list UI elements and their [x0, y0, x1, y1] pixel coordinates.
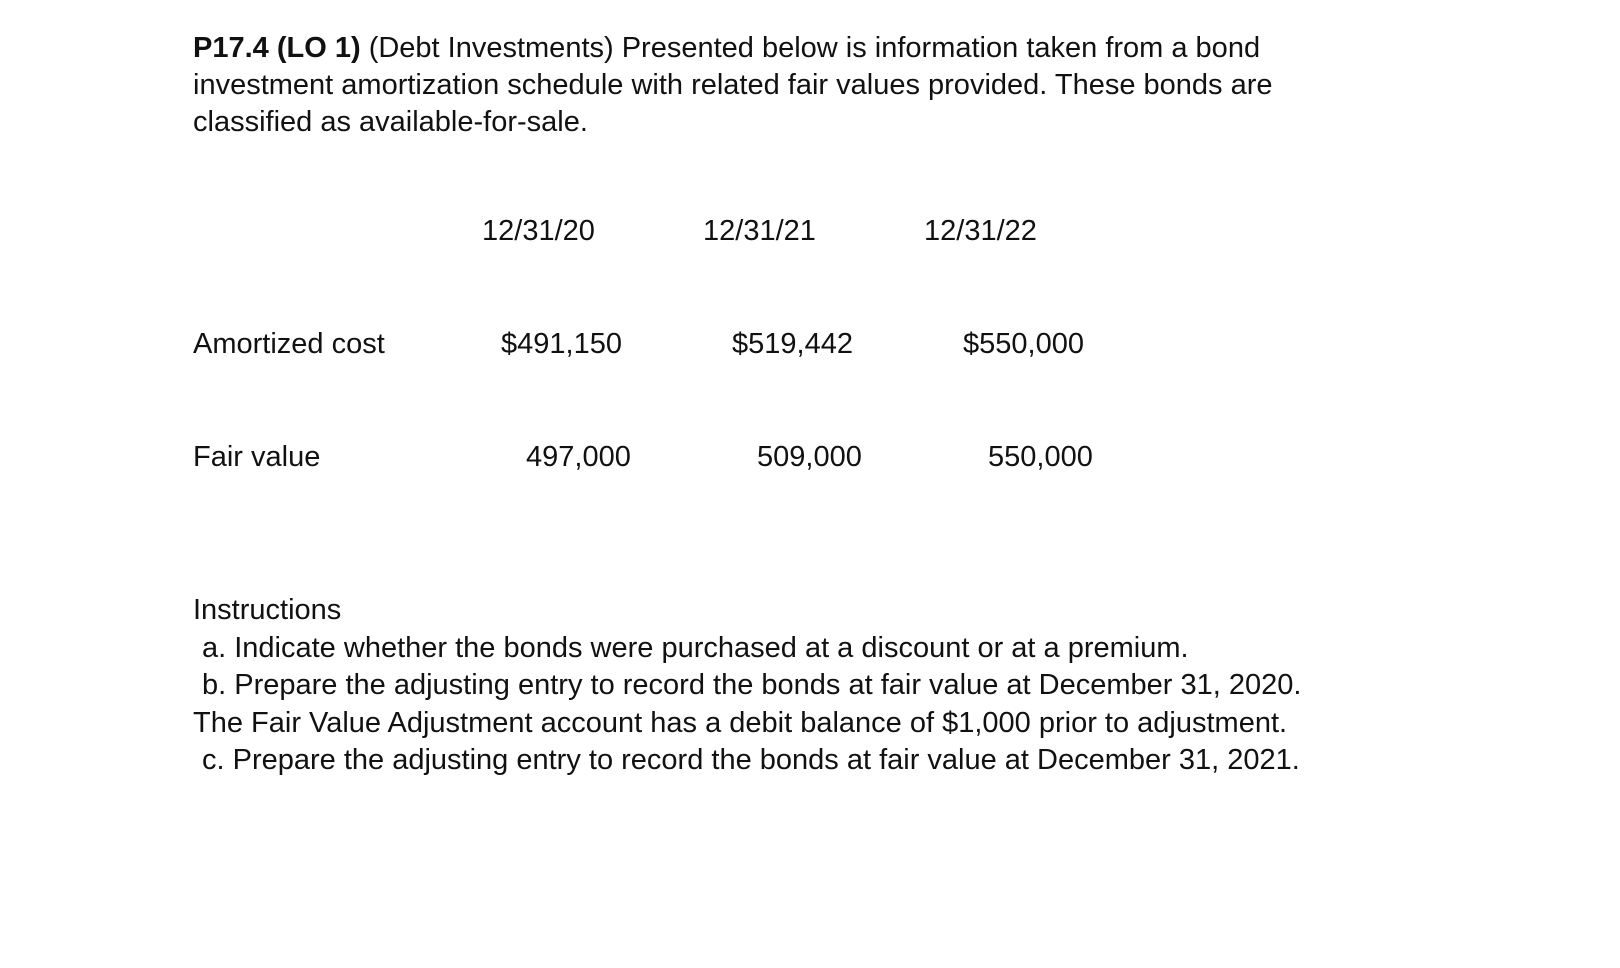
- date-header-2022: 12/31/22: [924, 215, 1037, 247]
- instructions-heading: Instructions: [193, 594, 342, 626]
- fair-value-2020: 497,000: [526, 441, 631, 473]
- row-label-fair-value: Fair value: [193, 441, 321, 473]
- row-label-amortized-cost: Amortized cost: [193, 328, 385, 360]
- fair-value-2022: 550,000: [988, 441, 1093, 473]
- instruction-b: b. Prepare the adjusting entry to record the bonds at fair value at December 31, 2020.: [202, 669, 1302, 701]
- intro-line-1: [193, 30, 1453, 67]
- instructions-block: [193, 592, 1493, 780]
- instruction-a: a. Indicate whether the bonds were purchased at a discount or at a premium.: [202, 631, 1189, 664]
- amortized-cost-2022: $550,000: [963, 328, 1084, 360]
- date-header-2020: 12/31/20: [482, 215, 595, 247]
- date-header-2021: 12/31/21: [703, 215, 816, 247]
- intro-line-2: investment amortization schedule with related fair values provided. These bonds are: [193, 69, 1273, 101]
- fair-value-2021: 509,000: [757, 441, 862, 473]
- instruction-c: c. Prepare the adjusting entry to record the bonds at fair value at December 31, 2021.: [202, 744, 1300, 776]
- problem-intro: [193, 30, 1453, 141]
- problem-title-text: (Debt Investments) Presented below is information taken from a bond: [368, 32, 1261, 64]
- problem-code: P17.4 (LO 1): [193, 32, 361, 64]
- instruction-b-continued: The Fair Value Adjustment account has a debit balance of $1,000 prior to adjustment.: [193, 706, 1288, 739]
- amortized-cost-2021: $519,442: [732, 328, 853, 360]
- intro-line-3: classified as available-for-sale.: [193, 106, 588, 138]
- amortized-cost-2020: $491,150: [501, 328, 622, 360]
